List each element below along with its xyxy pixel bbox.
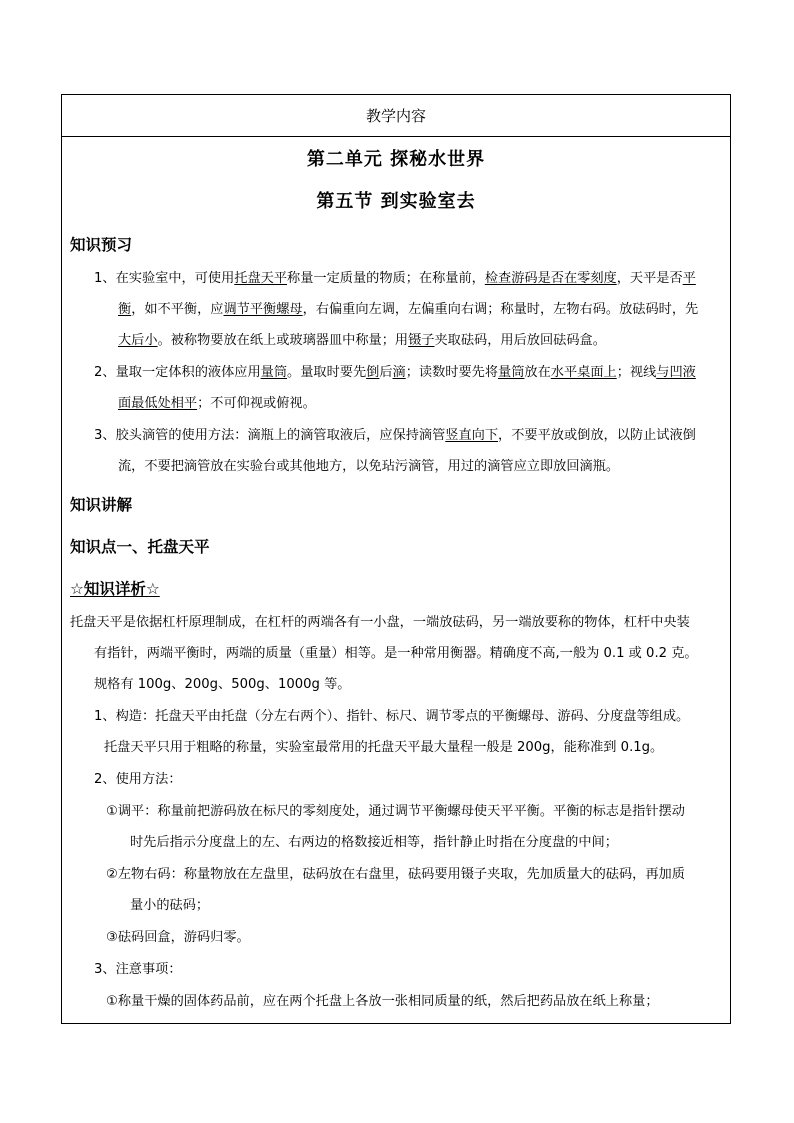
underlined-term: 倒 xyxy=(366,365,380,380)
text-run: ，右偏重向左调，左偏重向右调；称量时，左物右码。放砝码时，先 xyxy=(302,302,699,317)
text-run: ；视线 xyxy=(616,365,657,380)
notes-title: 3、注意事项： xyxy=(94,962,182,977)
preview-item-1-line-3 xyxy=(118,325,606,356)
intro-line-3: 规格有 100g、200g、500g、1000g 等。 xyxy=(94,677,351,692)
underlined-term: 平 xyxy=(682,271,696,286)
usage-3-line-1: ③砝码回盒，游码归零。 xyxy=(106,930,250,945)
usage-2-line-1: ②左物右码：称量物放在左盘里，砝码放在右盘里，砝码要用镊子夹取，先加质量大的砝码，再加质 xyxy=(106,867,685,882)
underlined-term: 托盘天平 xyxy=(234,271,288,286)
analysis-heading: ☆知识详析☆ xyxy=(70,580,160,598)
structure-line-2: 托盘天平只用于粗略的称量，实验室最常用的托盘天平最大量程一般是 200g，能称准到 0.1g。 xyxy=(104,740,664,755)
structure-line-1: 1、构造：托盘天平由托盘（分左右两个）、指针、标尺、调节零点的平衡螺母、游码、分度盘等组成。 xyxy=(94,709,690,724)
underlined-term: 竖直向下 xyxy=(445,428,499,443)
text-run: 。量取时要先 xyxy=(287,365,367,380)
text-run: 3、胶头滴管的使用方法：滴瓶上的滴管取液后，应保持滴管 xyxy=(94,428,446,443)
underlined-term: 滴 xyxy=(392,365,406,380)
underlined-term: 检查游码是否在零刻度 xyxy=(484,271,617,286)
underlined-term: 水平桌面上 xyxy=(550,365,617,380)
point-1-heading: 知识点一、托盘天平 xyxy=(70,538,210,556)
preview-item-3-line-2 xyxy=(118,451,619,482)
content-table xyxy=(61,94,731,1024)
intro-line-2: 有指针，两端平衡时，两端的质量（重量）相等。是一种常用衡器。精确度不高,一般为 0.1 或 0.2 克。 xyxy=(94,646,698,661)
preview-item-2-line-1 xyxy=(94,357,696,388)
underlined-term: 调节平衡螺母 xyxy=(223,302,303,317)
text-run: ，天平是否 xyxy=(616,271,683,286)
preview-item-3-line-1 xyxy=(94,420,696,451)
unit-title: 第二单元 探秘水世界 xyxy=(306,149,486,170)
explain-heading: 知识讲解 xyxy=(70,496,133,514)
underlined-term: 大后小 xyxy=(118,333,158,348)
text-run: 夹取砝码，用后放回砝码盒。 xyxy=(434,333,606,348)
text-run: 称量一定质量的物质；在称量前， xyxy=(287,271,485,286)
text-run: ，不要平放或倒放，以防止试液倒 xyxy=(498,428,696,443)
text-run: 。被称物要放在纸上或玻璃器皿中称量；用 xyxy=(157,333,409,348)
text-run: ；不可仰视或俯视。 xyxy=(197,396,316,411)
usage-1-line-1: ①调平：称量前把游码放在标尺的零刻度处，通过调节平衡螺母使天平平衡。平衡的标志是指针摆动 xyxy=(106,804,685,819)
text-run: ，如不平衡，应 xyxy=(131,302,224,317)
usage-title: 2、使用方法： xyxy=(94,772,182,787)
table-header xyxy=(62,95,730,137)
preview-item-1-line-1 xyxy=(94,263,696,294)
section-title: 第五节 到实验室去 xyxy=(316,191,476,212)
underlined-term: 与凹液 xyxy=(656,365,696,380)
text-run: ；读数时要先将 xyxy=(405,365,499,380)
underlined-term: 镊子 xyxy=(408,333,435,348)
underlined-term: 衡 xyxy=(118,302,132,317)
underlined-term: 量筒 xyxy=(260,365,288,380)
preview-item-1-line-2 xyxy=(118,294,698,325)
text-run: 流，不要把滴管放在实验台或其他地方，以免玷污滴管，用过的滴管应立即放回滴瓶。 xyxy=(118,459,620,474)
intro-line-1: 托盘天平是依据杠杆原理制成，在杠杆的两端各有一小盘，一端放砝码，另一端放要称的物体，杠杆中央装 xyxy=(70,615,690,630)
usage-2-line-2: 量小的砝码； xyxy=(130,898,210,913)
underlined-term: 面最低处相平 xyxy=(118,396,198,411)
usage-1-line-2: 时先后指示分度盘上的左、右两边的格数接近相等，指针静止时指在分度盘的中间； xyxy=(130,835,618,850)
text-run: 2、量取一定体积的液体应用 xyxy=(94,365,261,380)
preview-item-2-line-2 xyxy=(118,388,316,419)
notes-line-1: ①称量干燥的固体药品前，应在两个托盘上各放一张相同质量的纸，然后把药品放在纸上称量； xyxy=(106,994,659,1009)
text-run: 放在 xyxy=(524,365,551,380)
header-label: 教学内容 xyxy=(365,107,426,125)
preview-heading: 知识预习 xyxy=(70,236,133,254)
text-run: 1、在实验室中，可使用 xyxy=(94,271,235,286)
text-run: 后 xyxy=(379,365,393,380)
underlined-term: 量筒 xyxy=(498,365,525,380)
